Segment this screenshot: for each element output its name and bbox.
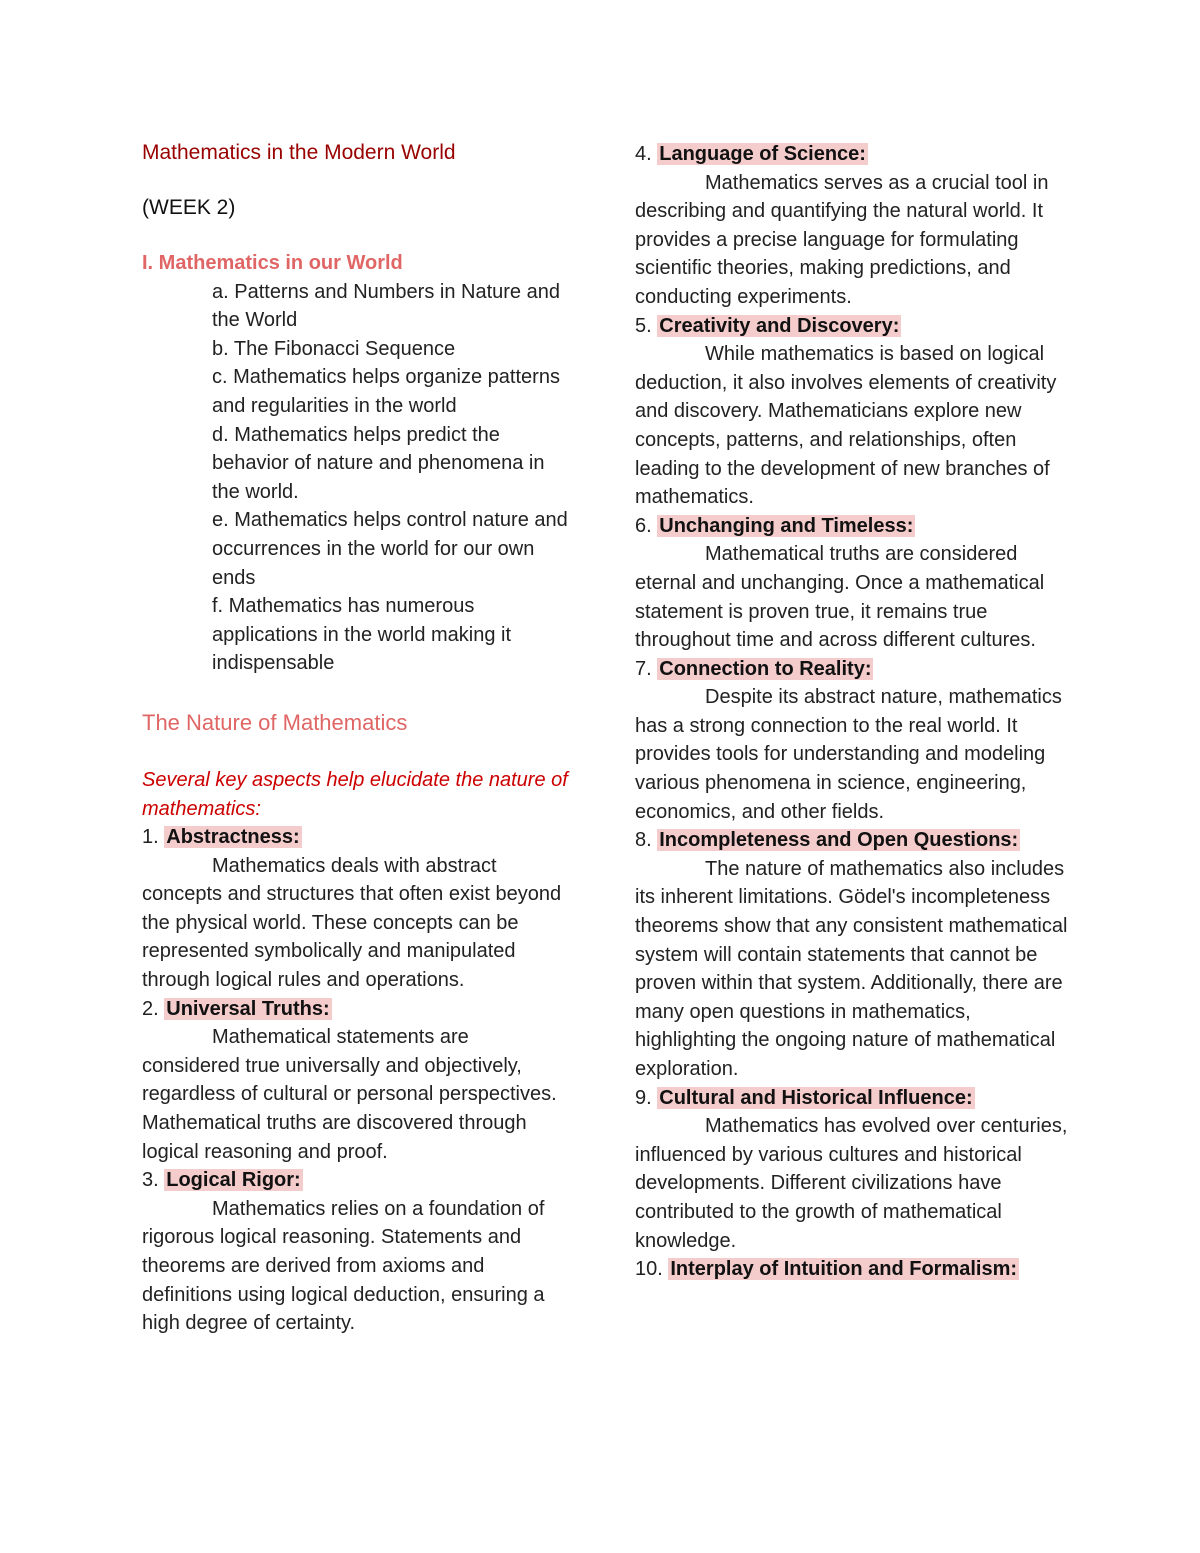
aspect-number: 10. bbox=[635, 1258, 663, 1281]
aspect-number: 8. bbox=[635, 829, 652, 852]
topic-item: e. Mathematics helps control nature and occurrences in the world for our own ends bbox=[212, 509, 568, 589]
aspect-number: 7. bbox=[635, 657, 652, 680]
aspect-heading bbox=[635, 312, 1075, 341]
aspect-heading bbox=[635, 1084, 1075, 1113]
aspect-number: 6. bbox=[635, 514, 652, 537]
aspect-heading bbox=[142, 1166, 572, 1195]
left-column bbox=[142, 138, 572, 1338]
topic-item: a. Patterns and Numbers in Nature and the World bbox=[212, 280, 560, 332]
aspect-title: Cultural and Historical Influence: bbox=[659, 1086, 973, 1109]
aspect-number: 2. bbox=[142, 997, 159, 1020]
topic-list bbox=[142, 278, 572, 678]
aspect-item bbox=[142, 1166, 572, 1338]
aspect-number: 5. bbox=[635, 314, 652, 337]
aspect-item bbox=[635, 826, 1075, 1083]
aspect-item bbox=[635, 1084, 1075, 1256]
aspect-item bbox=[142, 995, 572, 1167]
aspect-item bbox=[635, 512, 1075, 655]
aspect-item bbox=[142, 823, 572, 995]
aspect-title: Connection to Reality: bbox=[659, 657, 872, 680]
section-heading-math-in-our-world: I. Mathematics in our World bbox=[142, 252, 403, 274]
aspect-heading bbox=[635, 655, 1075, 684]
aspect-body: Mathematics has evolved over centuries, influenced by various cultures and historical developments. Different civilizations have contributed to the growth of mathematical knowledge. bbox=[635, 1115, 1068, 1252]
aspect-number: 4. bbox=[635, 143, 652, 165]
aspect-item bbox=[635, 140, 1075, 312]
page-title-text: Mathematics in the Modern World bbox=[142, 141, 456, 164]
topic-item: b. The Fibonacci Sequence bbox=[212, 337, 456, 360]
topic-item: f. Mathematics has numerous applications in the world making it indispensable bbox=[212, 595, 512, 675]
aspect-body: Despite its abstract nature, mathematics has a strong connection to the real world. It provides tools for understanding and modeling various phenomena in science, engineering, economics, and other fields. bbox=[635, 686, 1062, 823]
aspect-title: Unchanging and Timeless: bbox=[659, 514, 914, 537]
aspect-heading bbox=[635, 140, 1075, 169]
aspect-title: Creativity and Discovery: bbox=[659, 314, 900, 337]
aspect-body: While mathematics is based on logical deduction, it also involves elements of creativity and discovery. Mathematicians explore new concepts, patterns, and relationships, often leading to the development of new branches of mathematics. bbox=[635, 343, 1057, 509]
aspect-item bbox=[635, 655, 1075, 827]
section-heading-nature-of-mathematics: The Nature of Mathematics bbox=[142, 709, 408, 735]
aspect-title: Incompleteness and Open Questions: bbox=[659, 829, 1019, 852]
aspect-body: Mathematics deals with abstract concepts and structures that often exist beyond the physical world. These concepts can be represented symbolically and manipulated through logical rules and operations. bbox=[142, 854, 562, 992]
aspect-title: Universal Truths: bbox=[166, 997, 330, 1020]
aspect-body: Mathematical truths are considered eternal and unchanging. Once a mathematical statement is proven true, it remains true throughout time and across different cultures. bbox=[635, 543, 1045, 652]
aspect-number: 3. bbox=[142, 1169, 159, 1192]
aspect-item bbox=[635, 312, 1075, 512]
topic-item: c. Mathematics helps organize patterns and regularities in the world bbox=[212, 366, 560, 417]
aspect-number: 1. bbox=[142, 826, 159, 849]
aspect-heading bbox=[635, 512, 1075, 541]
aspect-heading bbox=[142, 823, 572, 852]
aspect-title: Interplay of Intuition and Formalism: bbox=[670, 1258, 1018, 1281]
aspect-title: Logical Rigor: bbox=[166, 1169, 301, 1192]
nature-intro: Several key aspects help elucidate the nature of mathematics: bbox=[142, 768, 568, 820]
week-label: (WEEK 2) bbox=[142, 196, 236, 219]
page-title bbox=[142, 138, 572, 168]
aspect-title: Abstractness: bbox=[166, 826, 300, 849]
aspect-number: 9. bbox=[635, 1086, 652, 1109]
aspect-body: The nature of mathematics also includes its inherent limitations. Gödel's incompleteness theorems show that any consistent mathematical system will contain statements that cannot be proven within that system. Additionally, there are many open questions in mathematics, highlighting the ongoing nature of mathematical exploration. bbox=[635, 857, 1068, 1080]
aspect-body: Mathematics serves as a crucial tool in describing and quantifying the natural world. It provides a precise language for formulating scientific theories, making predictions, and conducting experiments. bbox=[635, 171, 1049, 308]
aspect-title: Language of Science: bbox=[659, 143, 866, 165]
aspect-heading bbox=[142, 995, 572, 1024]
right-column bbox=[635, 140, 1075, 1284]
aspect-body: Mathematical statements are considered true universally and objectively, regardless of cultural or personal perspectives. Mathematical truths are discovered through logical reasoning and proof. bbox=[142, 1026, 557, 1163]
aspect-heading bbox=[635, 1255, 1075, 1284]
aspect-item bbox=[635, 1255, 1075, 1284]
aspect-body: Mathematics relies on a foundation of rigorous logical reasoning. Statements and theorems are derived from axioms and definitions using logical deduction, ensuring a high degree of certainty. bbox=[142, 1197, 545, 1335]
topic-item: d. Mathematics helps predict the behavior of nature and phenomena in the world. bbox=[212, 423, 545, 503]
aspect-heading bbox=[635, 826, 1075, 855]
